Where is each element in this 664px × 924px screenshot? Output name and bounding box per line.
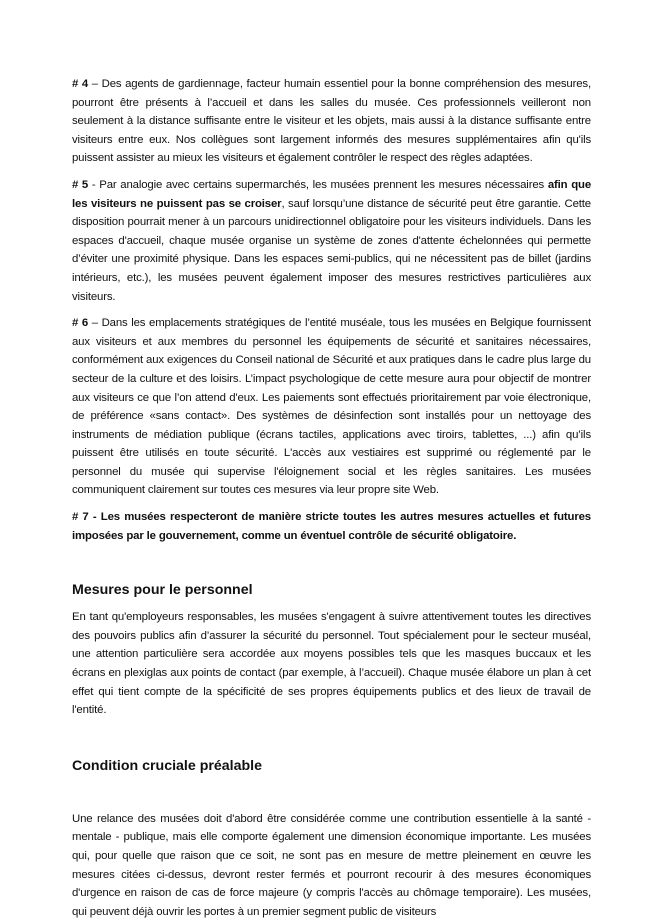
measure-4-text: – Des agents de gardiennage, facteur humain essentiel pour la bonne compréhension des mesures, pourront être présents à l’accueil et dans les salles du musée. Ces professionnels veilleront non seulement à la distance suffisante entre le visiteur et les objets, mais aussi à la distance suffisante entre visiteurs entre eux. Nos collègues sont largement informés des mesures supplémentaires afin qu'ils puissent assister au mieux les visiteurs et également contrôler le respect des règles adaptées. [72, 78, 591, 165]
measure-5-marker: # 5 [72, 178, 89, 191]
measure-5-text-before: - Par analogie avec certains supermarchés, les musées prennent les mesures nécessaires [88, 178, 548, 191]
measure-6-text: – Dans les emplacements stratégiques de l’entité muséale, tous les musées en Belgique fournissent aux visiteurs et aux membres du personnel les équipements de sécurité et sanitaires nécessaires, conformément aux exigences du Conseil national de Sécurité et aux pratiques dans le cadre plus large du secteur de la culture et des loisirs. L’impact psychologique de cette mesure aura pour objectif de montrer aux visiteurs ce que l’on attend d'eux. Les paiements sont effectués prioritairement par voie électronique, de préférence «sans contact». Des systèmes de désinfection sont installés pour un nettoyage des instruments de médiation publique (écrans tactiles, applications avec tiroirs, tablettes, ...) afin qu’ils puissent être utilisés en toute sécurité. L'accès aux vestiaires est supprimé ou réglementé par le personnel du musée qui supervise l'éloignement social et les règles sanitaires. Les musées communiquent clairement sur toutes ces mesures via leur propre site Web. [72, 317, 591, 497]
paragraph-crucial-condition: Une relance des musées doit d'abord être considérée comme une contribution essentielle à la santé - mentale - publique, mais elle comporte également une dimension économique importante. Les musées qui, pour quelle que raison que ce soit, ne sont pas en mesure de mettre pleinement en œuvre les mesures citées ci-dessus, devront rester fermés et pourront recourir à des mesures économiques d'urgence en raison de cas de force majeure (y compris l'accès au chômage temporaire). Les musées, qui peuvent déjà ouvrir les portes à un premier segment public de visiteurs [72, 812, 591, 918]
heading-staff-measures: Mesures pour le personnel [72, 582, 253, 599]
paragraph-measure-6 [72, 314, 591, 500]
measure-4-marker: # 4 [72, 78, 89, 90]
paragraph-measure-5 [72, 176, 591, 306]
document-page [72, 75, 591, 921]
paragraph-measure-7: # 7 - Les musées respecteront de manière stricte toutes les autres mesures actuelles et futures imposées par le gouvernement, comme un éventuel contrôle de sécurité obligatoire. [72, 511, 591, 542]
measure-5-text-after: , sauf lorsqu’une distance de sécurité peut être garantie. Cette disposition pourrait mener à un parcours unidirectionnel obligatoire pour les visiteurs individuels. Dans les espaces d'accueil, chaque musée organise un système de zones d'attente échelonnées qui permette d’éviter une proximité physique. Dans les espaces semi-publics, qui ne nécessitent pas de billet (jardins intérieurs, etc.), les musées peuvent également imposer des mesures restrictives particulières aux visiteurs. [72, 197, 591, 303]
paragraph-staff-measures: En tant qu'employeurs responsables, les musées s'engagent à suivre attentivement toutes les directives des pouvoirs publics afin d’assurer la sécurité du personnel. Tout spécialement pour le secteur muséal, une attention particulière sera accordée aux moyens possibles tels que les masques buccaux et les écrans en plexiglas aux points de contact (par exemple, à l’accueil). Chaque musée élabore un plan à cet effet qui tient compte de la spécificité de ses propres équipements publics et des lieux de travail de l'entité. [72, 611, 591, 717]
measure-6-marker: # 6 [72, 317, 89, 330]
heading-crucial-condition: Condition cruciale préalable [72, 757, 263, 774]
paragraph-measure-4 [72, 75, 591, 168]
measure-5-bold-phrase: afin que les visiteurs ne puissent pas se croiser [72, 178, 592, 210]
